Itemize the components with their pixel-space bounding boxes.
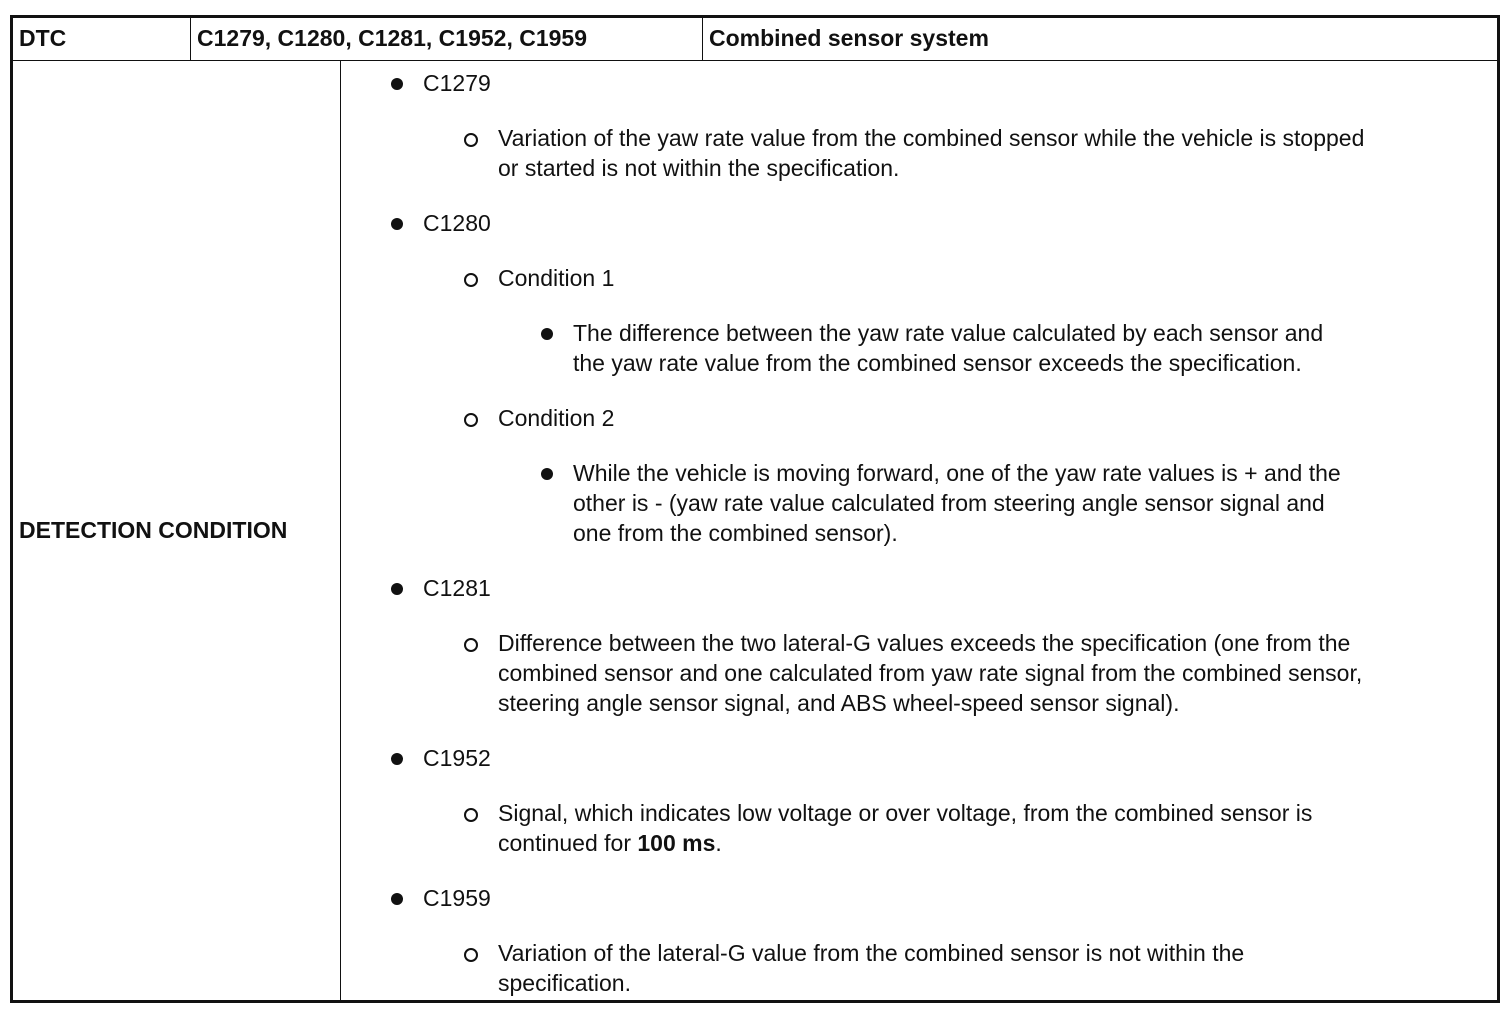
dtc-table [10,15,1500,1003]
bullet-icon [391,753,403,765]
c1280-cond2-line3: one from the combined sensor). [573,520,898,546]
code-c1280: C1280 [423,210,491,236]
row-label-cell [13,61,341,1000]
bullet-icon [391,583,403,595]
c1280-cond2-line2: other is - (yaw rate value calculated from steering angle sensor signal and [573,490,1325,516]
sub-bullet-icon [464,638,478,652]
c1952-prefix: continued for [498,830,638,856]
c1279-text-line2: or started is not within the specification. [498,155,900,181]
c1952-text-line1: Signal, which indicates low voltage or over voltage, from the combined sensor is [498,800,1313,826]
c1959-text-line2: specification. [498,970,631,996]
header-dtc-label: DTC [13,18,191,60]
c1952-duration-value: 100 ms [637,830,716,856]
bullet-icon [391,218,403,230]
c1281-text-line3: steering angle sensor signal, and ABS wheel-speed sensor signal). [498,690,1180,716]
code-c1281: C1281 [423,575,491,601]
bullet-icon [391,893,403,905]
code-c1952: C1952 [423,745,491,771]
bullet-icon [391,78,403,90]
c1281-text-line2: combined sensor and one calculated from yaw rate signal from the combined sensor, [498,660,1363,686]
sub-bullet-icon [464,808,478,822]
bullet-icon [541,468,553,480]
sub-bullet-icon [464,948,478,962]
c1952-suffix: . [715,830,722,856]
header-dtc-codes: C1279, C1280, C1281, C1952, C1959 [191,18,703,60]
table-header-row [13,18,1497,61]
c1279-text-line1: Variation of the yaw rate value from the combined sensor while the vehicle is stopped [498,125,1365,151]
detection-condition-row [13,61,1497,1000]
c1280-condition1: Condition 1 [498,265,615,291]
bullet-icon [541,328,553,340]
c1280-cond2-line1: While the vehicle is moving forward, one of the yaw rate values is + and the [573,460,1341,486]
c1280-cond1-line2: the yaw rate value from the combined sensor exceeds the specification. [573,350,1302,376]
row-label: DETECTION CONDITION [19,517,288,543]
header-system-name: Combined sensor system [709,25,989,51]
c1280-cond1-line1: The difference between the yaw rate value calculated by each sensor and [573,320,1324,346]
c1952-text-line2 [498,828,722,858]
sub-bullet-icon [464,133,478,147]
c1280-condition2: Condition 2 [498,405,615,431]
code-c1279: C1279 [423,70,491,96]
c1281-text-line1: Difference between the two lateral-G values exceeds the specification (one from the [498,630,1351,656]
c1959-text-line1: Variation of the lateral-G value from the combined sensor is not within the [498,940,1245,966]
code-c1959: C1959 [423,885,491,911]
conditions-content [341,61,1497,1000]
sub-bullet-icon [464,273,478,287]
sub-bullet-icon [464,413,478,427]
